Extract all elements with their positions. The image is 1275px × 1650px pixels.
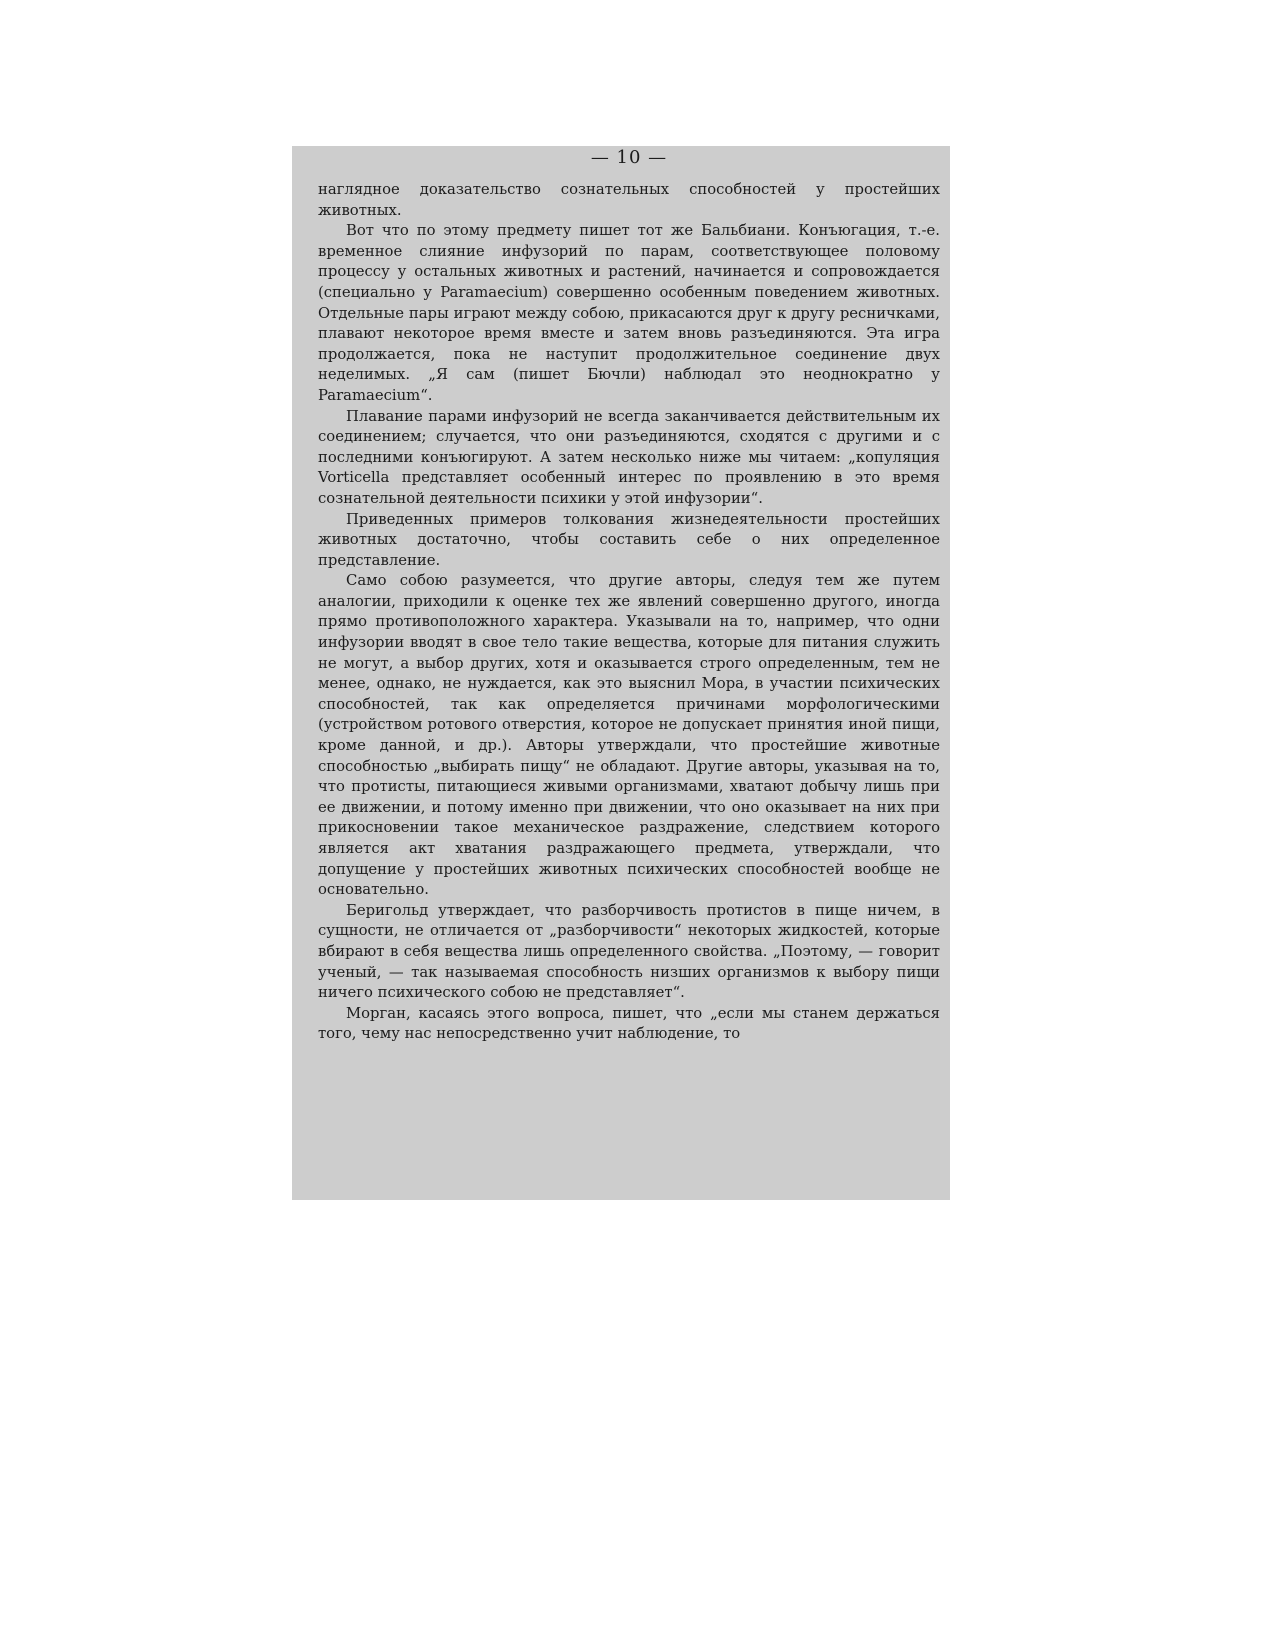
paragraph-examples: Приведенных примеров толкования жизнедеятельности простейших животных достаточно, чтобы составить себе о них определенное представление. (318, 510, 940, 569)
paragraph-conjugation: Плавание парами инфузорий не всегда заканчивается действительным их соединением; случается, что они разъединяются, сходятся с другими и с последними конъюгируют. А затем несколько ниже мы читаем: „копуляция Vorticella представляет особенный интерес по проявлению в это время сознательной деятельности психики у этой инфузории“. (318, 407, 940, 507)
paragraph-berigold: Беригольд утверждает, что разборчивость протистов в пище ничем, в сущности, не отличается от „разборчивости“ некоторых жидкостей, которые вбирают в себя вещества лишь определенного свойства. „Поэтому, — говорит ученый, — так называемая способность низших организмов к выбору пищи ничего психического собою не представляет“. (318, 901, 940, 1002)
body-text (318, 180, 940, 1045)
paragraph-balbiani: Вот что по этому предмету пишет тот же Бальбиани. Конъюгация, т.-е. временное слияние инфузорий по парам, соответствующее половому процессу у остальных животных и растений, начинается и сопровождается (специально у Paramaecium) совершенно особенным поведением животных. Отдельные пары играют между собою, прикасаются друг к другу ресничками, плавают некоторое время вместе и затем вновь разъединяются. Эта игра продолжается, пока не наступит продолжительное соединение двух неделимых. „Я сам (пишет Бючли) наблюдал это неоднократно у Paramaecium“. (318, 222, 940, 404)
paragraph-continuation: наглядное доказательство сознательных способностей у простейших животных. (318, 181, 940, 219)
page-number: — 10 — (590, 147, 668, 168)
paragraph-other-authors: Само собою разумеется, что другие авторы, следуя тем же путем аналогии, приходили к оценке тех же явлений совершенно другого, иногда прямо противоположного характера. Указывали на то, например, что одни инфузории вводят в свое тело такие вещества, которые для питания служить не могут, а выбор других, хотя и оказывается строго определенным, тем не менее, однако, не нуждается, как это выяснил Mopa, в участии психических способностей, так как определяется причинами морфологическими (устройством ротового отверстия, которое не допускает принятия иной пищи, кроме данной, и др.). Авторы утверждали, что простейшие животные способностью „выбирать пищу“ не обладают. Другие авторы, указывая на то, что протисты, питающиеся живыми организмами, хватают добычу лишь при ее движении, и потому именно при движении, что оно оказывает на них при прикосновении такое механическое раздражение, следствием которого является акт хватания раздражающего предмета, утверждали, что допущение у простейших животных психических способностей вообще не основательно. (318, 572, 940, 899)
scanned-page (292, 146, 950, 1200)
paragraph-morgan: Морган, касаясь этого вопроса, пишет, что „если мы станем держаться того, чему нас непосредственно учит наблюдение, то (318, 1004, 940, 1043)
